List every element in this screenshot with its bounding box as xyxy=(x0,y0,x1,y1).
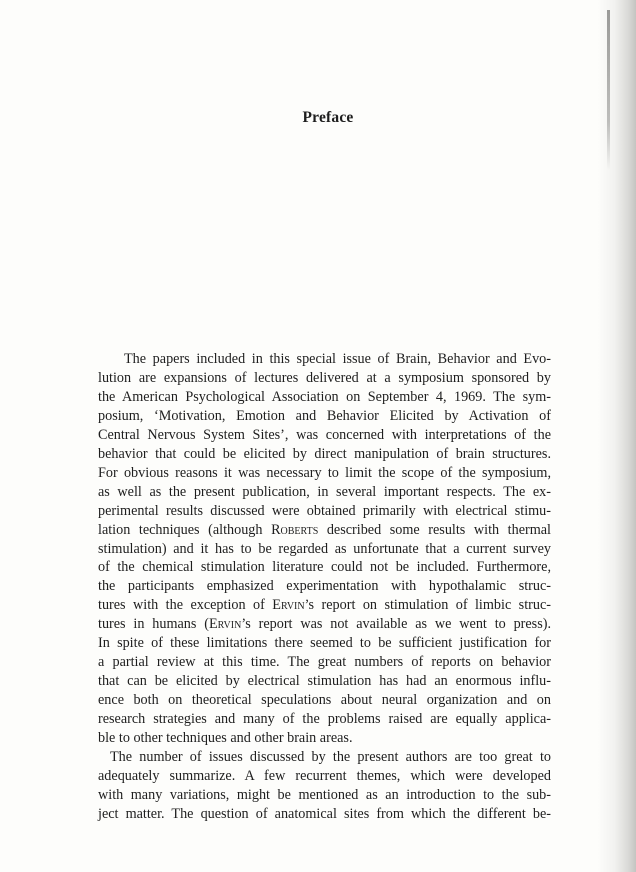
page-binding-edge xyxy=(607,10,610,170)
preface-body-text xyxy=(98,350,551,824)
text-segment: ’s report on stimulation of limbic struc- xyxy=(304,597,551,614)
text-line: the American Psychological Association on September 4, 1969. The sym- xyxy=(98,388,551,405)
author-name: Ervin xyxy=(272,597,305,614)
page-spine-shadow xyxy=(598,0,636,872)
author-name: Ervin xyxy=(209,616,242,633)
text-line: lution are expansions of lectures delivered at a symposium sponsored by xyxy=(98,369,551,386)
text-line: as well as the present publication, in several important respects. The ex- xyxy=(98,483,551,500)
text-line: the participants emphasized experimentation with hypothalamic struc- xyxy=(98,578,551,595)
text-line xyxy=(98,521,551,540)
author-name: Roberts xyxy=(271,521,319,538)
text-line: a partial review at this time. The great numbers of reports on behavior xyxy=(98,654,551,671)
text-line: adequately summarize. A few recurrent themes, which were developed xyxy=(98,767,551,784)
text-line: stimulation) and it has to be regarded as unfortunate that a current survey xyxy=(98,540,551,557)
text-line xyxy=(98,596,551,615)
text-line: The papers included in this special issue of Brain, Behavior and Evo- xyxy=(124,351,551,367)
text-line: behavior that could be elicited by direct manipulation of brain structures. xyxy=(98,445,551,462)
text-segment: tures in humans ( xyxy=(98,616,209,633)
text-segment: ’s report was not available as we went to press). xyxy=(241,616,551,633)
text-line: research strategies and many of the problems raised are equally applica- xyxy=(98,711,551,728)
text-line: perimental results discussed were obtained primarily with electrical stimu- xyxy=(98,502,551,519)
page-title: Preface xyxy=(302,109,354,126)
text-line: of the chemical stimulation literature could not be included. Furthermore, xyxy=(98,559,551,576)
text-line: Central Nervous System Sites’, was concerned with interpretations of the xyxy=(98,426,551,443)
text-line: In spite of these limitations there seemed to be sufficient justification for xyxy=(98,635,551,652)
text-line: For obvious reasons it was necessary to limit the scope of the symposium, xyxy=(98,464,551,481)
text-segment: lation techniques (although xyxy=(98,521,272,538)
text-line: ble to other techniques and other brain areas. xyxy=(98,730,353,747)
text-line: posium, ‘Motivation, Emotion and Behavior Elicited by Activation of xyxy=(98,407,551,424)
text-line: ject matter. The question of anatomical sites from which the different be- xyxy=(98,805,551,822)
text-line: The number of issues discussed by the present authors are too great to xyxy=(110,749,551,766)
text-line xyxy=(98,615,551,634)
text-line: that can be elicited by electrical stimulation has had an enormous influ- xyxy=(98,673,551,690)
text-segment: tures with the exception of xyxy=(98,597,273,614)
text-segment: described some results with thermal xyxy=(318,521,552,538)
text-line: ence both on theoretical speculations about neural organization and on xyxy=(98,692,551,709)
text-line: with many variations, might be mentioned as an introduction to the sub- xyxy=(98,786,551,803)
